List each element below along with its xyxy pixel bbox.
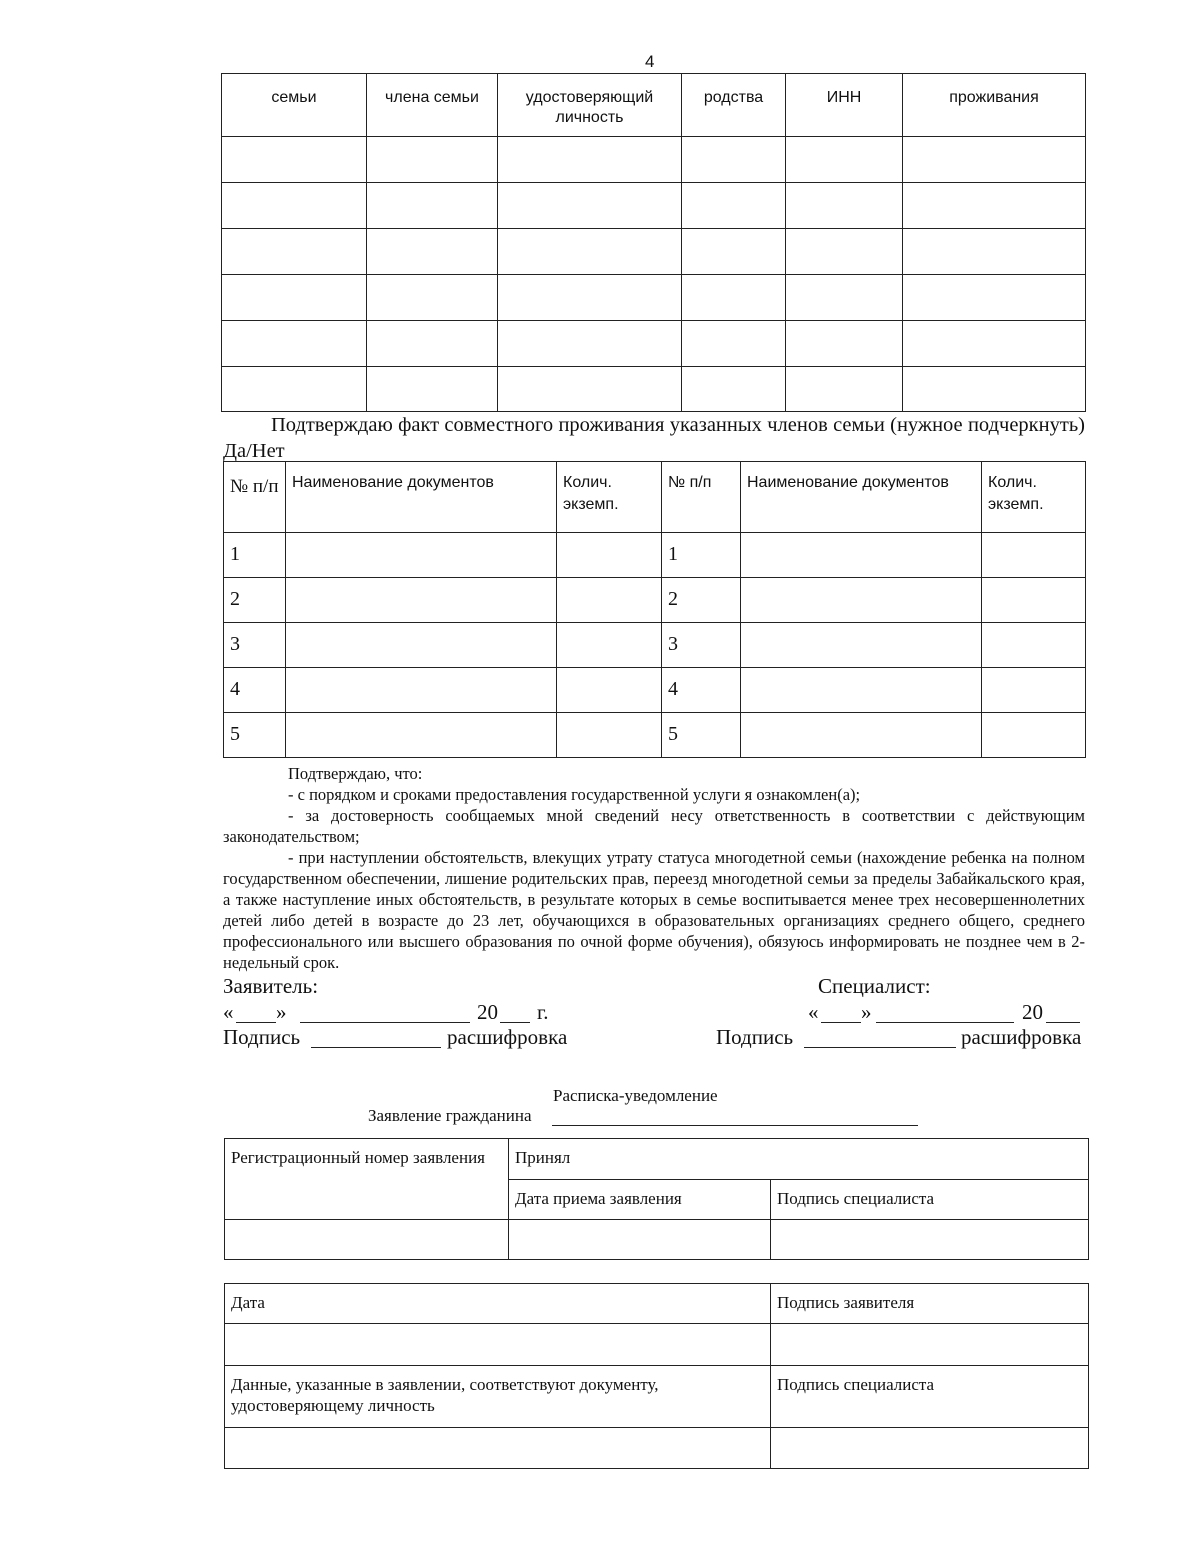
applicant-signature-cell[interactable] — [771, 1324, 1089, 1366]
table-row — [222, 137, 1086, 183]
cell[interactable] — [786, 321, 903, 367]
month-blank[interactable] — [300, 1022, 470, 1023]
table-row — [225, 1220, 1089, 1260]
cell[interactable] — [741, 668, 982, 713]
table-row — [225, 1284, 1089, 1324]
table-row — [225, 1366, 1089, 1428]
row-number: 5 — [224, 713, 286, 758]
cell[interactable] — [557, 668, 662, 713]
specialist-signature-cell[interactable] — [771, 1220, 1089, 1260]
cell[interactable] — [367, 137, 498, 183]
table-row — [225, 1428, 1089, 1469]
cell[interactable] — [557, 533, 662, 578]
month-blank[interactable] — [876, 1022, 1014, 1023]
table-row — [222, 183, 1086, 229]
date-cell[interactable] — [225, 1324, 771, 1366]
cell[interactable] — [903, 367, 1086, 412]
signature-label: Подпись — [716, 1025, 794, 1049]
cell[interactable] — [498, 321, 682, 367]
year-prefix: 20 — [477, 1000, 498, 1024]
day-blank[interactable] — [236, 1022, 276, 1023]
cell[interactable] — [903, 229, 1086, 275]
confirmation-item-1: - с порядком и сроками предоставления государственной услуги я ознакомлен(а); — [288, 785, 861, 804]
col-header-family: семьи — [222, 74, 367, 137]
row-number: 3 — [662, 623, 741, 668]
signature-blank[interactable] — [311, 1047, 441, 1048]
col-header-doc-name-right: Наименование документов — [741, 462, 982, 533]
cell[interactable] — [498, 367, 682, 412]
cell[interactable] — [367, 367, 498, 412]
cell[interactable] — [367, 321, 498, 367]
row-number: 2 — [662, 578, 741, 623]
table-row — [224, 533, 1086, 578]
date-received-header: Дата приема заявления — [509, 1180, 771, 1220]
col-header-id-document: удостоверяющий личность — [498, 74, 682, 137]
specialist-signature-line — [716, 1025, 1090, 1051]
signature-label: Подпись — [223, 1025, 301, 1049]
col-header-doc-name-left: Наименование документов — [286, 462, 557, 533]
decoding-label: расшифровка — [447, 1025, 568, 1049]
applicant-signature-line — [223, 1025, 593, 1051]
quote-open: « — [223, 1000, 234, 1024]
table-row — [222, 275, 1086, 321]
row-number: 5 — [662, 713, 741, 758]
cell[interactable] — [741, 623, 982, 668]
cell[interactable] — [286, 623, 557, 668]
cell[interactable] — [682, 229, 786, 275]
row-number: 1 — [662, 533, 741, 578]
reg-number-header: Регистрационный номер заявления — [225, 1139, 509, 1220]
cell[interactable] — [367, 229, 498, 275]
cell[interactable] — [982, 578, 1086, 623]
family-members-table — [221, 73, 1086, 412]
applicant-date-line — [223, 1000, 563, 1026]
accepted-header: Принял — [509, 1139, 1089, 1180]
decoding-label: расшифровка — [961, 1025, 1082, 1049]
family-table-header-row — [222, 74, 1086, 137]
cell[interactable] — [903, 137, 1086, 183]
page-number: 4 — [645, 52, 655, 71]
cell[interactable] — [982, 533, 1086, 578]
reg-number-cell[interactable] — [225, 1220, 509, 1260]
table-row — [222, 321, 1086, 367]
cell[interactable] — [786, 183, 903, 229]
col-header-number-left: № п/п — [224, 462, 286, 533]
signature-blank[interactable] — [804, 1047, 956, 1048]
day-blank[interactable] — [821, 1022, 861, 1023]
cell[interactable] — [682, 367, 786, 412]
col-header-qty-left: Колич. экземп. — [557, 462, 662, 533]
cell[interactable] — [682, 321, 786, 367]
cell[interactable] — [982, 668, 1086, 713]
year-suffix: г. — [537, 1000, 549, 1024]
col-header-inn: ИНН — [786, 74, 903, 137]
cell[interactable] — [741, 713, 982, 758]
specialist-signature-cell-2[interactable] — [771, 1428, 1089, 1469]
confirmation-intro: Подтверждаю, что: — [288, 764, 423, 783]
documents-table-header-row — [224, 462, 1086, 533]
specialist-signature-header: Подпись специалиста — [771, 1180, 1089, 1220]
data-matches-cell[interactable] — [225, 1428, 771, 1469]
cell[interactable] — [903, 275, 1086, 321]
quote-close: » — [276, 1000, 287, 1024]
confirmation-item-3: - при наступлении обстоятельств, влекущих утрату статуса многодетной семьи (нахождение ребенка на полном государственном обеспечении, лишение родительских прав, переезд многодетной семьи за пределы Забайкальского края, а также наступление иных обстоятельств, в результате которых в семье воспитывается менее трех несовершеннолетних детей либо детей в возрасте до 23 лет, обучающихся в образовательных организациях среднего общего, среднего профессионального или высшего образования по очной форме обучения), обязуюсь информировать не позднее чем в 2-недельный срок. — [223, 848, 1085, 972]
cell[interactable] — [786, 229, 903, 275]
cell[interactable] — [786, 275, 903, 321]
cell[interactable] — [222, 183, 367, 229]
applicant-label: Заявитель: — [223, 974, 319, 998]
year-blank[interactable] — [1046, 1022, 1080, 1023]
quote-close: » — [861, 1000, 872, 1024]
cell[interactable] — [286, 668, 557, 713]
receipt-verification-table — [224, 1283, 1089, 1469]
cell[interactable] — [682, 137, 786, 183]
receipt-registration-table — [224, 1138, 1089, 1260]
year-prefix: 20 — [1022, 1000, 1043, 1024]
applicant-signature-header: Подпись заявителя — [771, 1284, 1089, 1324]
cell[interactable] — [903, 183, 1086, 229]
cell[interactable] — [741, 533, 982, 578]
documents-table — [223, 461, 1086, 758]
table-row — [225, 1324, 1089, 1366]
cell[interactable] — [286, 578, 557, 623]
date-received-cell[interactable] — [509, 1220, 771, 1260]
specialist-label: Специалист: — [818, 974, 931, 998]
cell[interactable] — [498, 275, 682, 321]
cell[interactable] — [982, 623, 1086, 668]
col-header-number-right: № п/п — [662, 462, 741, 533]
cell[interactable] — [367, 183, 498, 229]
cell[interactable] — [557, 713, 662, 758]
cell[interactable] — [222, 137, 367, 183]
cell[interactable] — [682, 183, 786, 229]
cell[interactable] — [498, 229, 682, 275]
table-row — [225, 1139, 1089, 1180]
cell[interactable] — [741, 578, 982, 623]
specialist-date-line — [808, 1000, 1088, 1026]
cell[interactable] — [222, 275, 367, 321]
citizen-application-label: Заявление гражданина — [368, 1106, 532, 1125]
cell[interactable] — [557, 623, 662, 668]
table-row — [222, 367, 1086, 412]
table-row — [224, 623, 1086, 668]
quote-open: « — [808, 1000, 819, 1024]
cell[interactable] — [286, 533, 557, 578]
cohabitation-statement: Подтверждаю факт совместного проживания указанных членов семьи (нужное подчеркнуть) Да/Нет — [223, 414, 1085, 462]
confirmation-item-2: - за достоверность сообщаемых мной сведений несу ответственность в соответствии с действующим законодательством; — [223, 806, 1085, 846]
table-row — [224, 578, 1086, 623]
date-header: Дата — [225, 1284, 771, 1324]
cell[interactable] — [786, 137, 903, 183]
cell[interactable] — [982, 713, 1086, 758]
row-number: 4 — [224, 668, 286, 713]
cell[interactable] — [498, 137, 682, 183]
cell[interactable] — [557, 578, 662, 623]
cell[interactable] — [786, 367, 903, 412]
specialist-signature-header-2: Подпись специалиста — [771, 1366, 1089, 1428]
col-header-qty-right: Колич. экземп. — [982, 462, 1086, 533]
data-matches-header: Данные, указанные в заявлении, соответствуют документу, удостоверяющему личность — [225, 1366, 771, 1428]
cell[interactable] — [682, 275, 786, 321]
row-number: 4 — [662, 668, 741, 713]
table-row — [224, 668, 1086, 713]
cell[interactable] — [222, 367, 367, 412]
cell[interactable] — [498, 183, 682, 229]
cell[interactable] — [903, 321, 1086, 367]
col-header-residence: проживания — [903, 74, 1086, 137]
col-header-family-member: члена семьи — [367, 74, 498, 137]
citizen-application-blank[interactable] — [552, 1125, 918, 1126]
cell[interactable] — [222, 229, 367, 275]
col-header-relationship: родства — [682, 74, 786, 137]
row-number: 2 — [224, 578, 286, 623]
table-row — [224, 713, 1086, 758]
row-number: 3 — [224, 623, 286, 668]
row-number: 1 — [224, 533, 286, 578]
year-blank[interactable] — [500, 1022, 530, 1023]
table-row — [222, 229, 1086, 275]
cell[interactable] — [222, 321, 367, 367]
cell[interactable] — [367, 275, 498, 321]
receipt-title: Расписка-уведомление — [553, 1086, 718, 1105]
cell[interactable] — [286, 713, 557, 758]
